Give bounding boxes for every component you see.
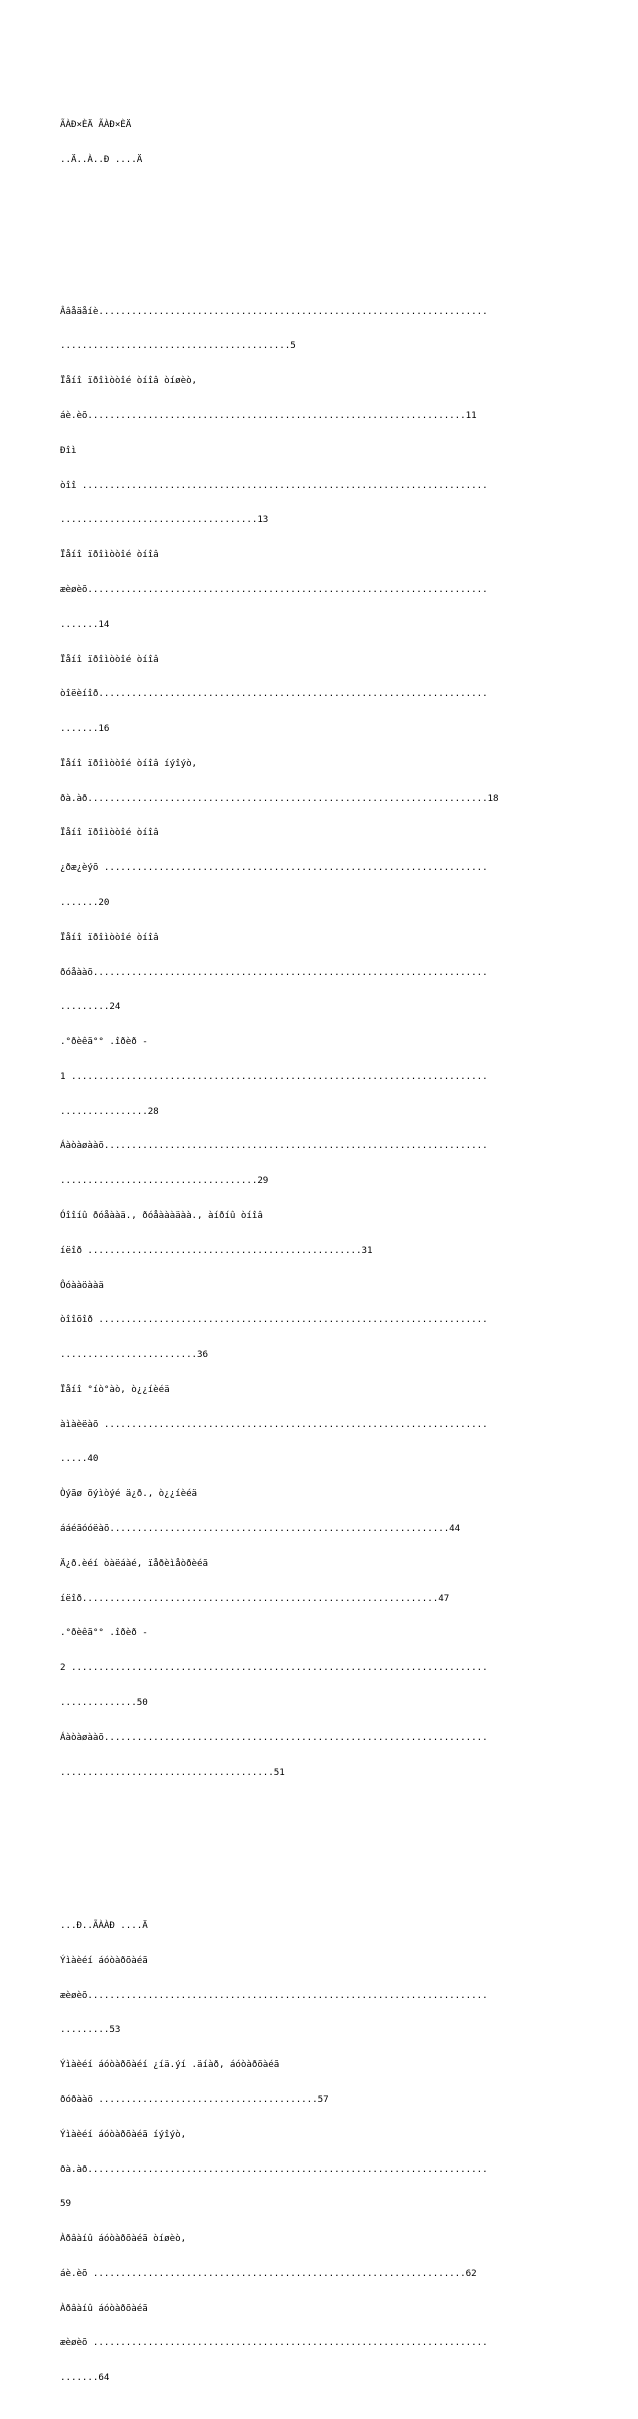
spacer xyxy=(60,224,580,248)
toc-line: ................28 xyxy=(60,1105,159,1117)
toc-line: .......20 xyxy=(60,896,110,908)
toc-line: Ýìàèéí áóòàðõàéã íýîýò, xyxy=(60,2128,187,2140)
toc-line: ðà.àð.........................................................................18 xyxy=(60,792,499,804)
toc-line: Ââåäåíè....................................................................... xyxy=(60,305,488,317)
toc-line: .........53 xyxy=(60,2024,121,2036)
toc-line: Ïåíî ïðîìòòîé òíîâ xyxy=(60,653,159,665)
spacer xyxy=(60,1836,580,1862)
toc-line: íëîð.................................................................47 xyxy=(60,1592,450,1604)
toc-line: .......14 xyxy=(60,618,110,630)
toc-line: Ïåíî ïðîìòòîé òíîâ xyxy=(60,827,159,839)
toc-line: æèøèõ......................................................................... xyxy=(60,1989,488,2001)
header-line: ..Ä..À..Ð ....Ä xyxy=(60,154,143,166)
toc-line: Áàòàøààõ...................................................................... xyxy=(60,1140,488,1152)
toc-line: Ýìàèéí áóòàðõàéí ¿íä.ýí .äíàð, áóòàðõàéã xyxy=(60,2059,280,2071)
toc-line: òîîõîð ....................................................................... xyxy=(60,1314,488,1326)
section-two xyxy=(60,1897,580,2407)
toc-line: áè.èõ ....................................................................62 xyxy=(60,2267,477,2279)
toc-line: Ôóààöààä xyxy=(60,1279,104,1291)
toc-line: ¿ðæ¿èýõ ...................................................................... xyxy=(60,862,488,874)
toc-line: ..........................................5 xyxy=(60,340,296,352)
toc-line: Ïåíî ïðîìòòîé òíîâ íýîýò, xyxy=(60,757,198,769)
header-line: ÃÀÐ×ÈÄ ÃÀÐ×ÈÄ xyxy=(60,119,132,131)
toc-line: ðóðààõ ........................................57 xyxy=(60,2093,329,2105)
toc-line: Òýãø õýìòýé ä¿ð., ò¿¿íèéä xyxy=(60,1488,198,1500)
toc-line: Ðîì xyxy=(60,444,77,456)
toc-line: Àðâàíû áóòàðõàéã xyxy=(60,2302,148,2314)
toc-line: 2 ............................................................................ xyxy=(60,1662,488,1674)
toc-line: Áàòàøààõ...................................................................... xyxy=(60,1731,488,1743)
toc-line: Àðâàíû áóòàðõàéã òíøèò, xyxy=(60,2233,187,2245)
toc-line: Ïåíî °íò°àò, ò¿¿íèéä xyxy=(60,1383,170,1395)
toc-line: Ïåíî ïðîìòòîé òíîâ òíøèò, xyxy=(60,375,198,387)
toc-line: òîî .......................................................................... xyxy=(60,479,488,491)
toc-line: ....................................13 xyxy=(60,514,269,526)
toc-line: .......64 xyxy=(60,2372,110,2384)
document-header xyxy=(60,96,580,189)
toc-line: .........24 xyxy=(60,1001,121,1013)
toc-line: ðóåààõ........................................................................ xyxy=(60,966,488,978)
document-page xyxy=(60,73,580,2419)
toc-line: .......16 xyxy=(60,723,110,735)
toc-line: 59 xyxy=(60,2198,71,2210)
toc-line: 1 ............................................................................ xyxy=(60,1070,488,1082)
toc-line: áè.èõ.....................................................................11 xyxy=(60,410,477,422)
toc-line: Ä¿ð.èéí òàëáàé, ïåðèìåòðèéã xyxy=(60,1557,208,1569)
toc-line: ....................................29 xyxy=(60,1175,269,1187)
section-heading: ...Ð..ÃÀÀÐ ....Ä xyxy=(60,1920,148,1932)
toc-line: Ïåíî ïðîìòòîé òíîâ xyxy=(60,549,159,561)
toc-line: ðà.àð......................................................................... xyxy=(60,2163,488,2175)
toc-line: Ýìàèéí áóòàðõàéã xyxy=(60,1954,148,1966)
toc-line: Óîîíû ðóåààä., ðóåàààäàà., àíðíû òíîâ xyxy=(60,1210,263,1221)
toc-line: òîëèíîð....................................................................... xyxy=(60,688,488,700)
toc-line: íëîð ..................................................31 xyxy=(60,1244,373,1256)
toc-line: æèøèõ ........................................................................ xyxy=(60,2337,488,2349)
toc-line: .....40 xyxy=(60,1453,99,1465)
toc-line: Ïåíî ïðîìòòîé òíîâ xyxy=(60,931,159,943)
toc-line: ..............50 xyxy=(60,1696,148,1708)
toc-line: æèøèõ......................................................................... xyxy=(60,583,488,595)
toc-line: .........................36 xyxy=(60,1349,208,1361)
table-of-contents xyxy=(60,283,580,1802)
toc-line: .°ðèêã°° .îðèð - xyxy=(60,1036,148,1048)
toc-line: ááéãóóëàõ..............................................................44 xyxy=(60,1523,461,1535)
toc-line: .°ðèêã°° .îðèð - xyxy=(60,1627,148,1639)
toc-line: .......................................51 xyxy=(60,1766,285,1778)
toc-line: àìàèëàõ ...................................................................... xyxy=(60,1418,488,1430)
